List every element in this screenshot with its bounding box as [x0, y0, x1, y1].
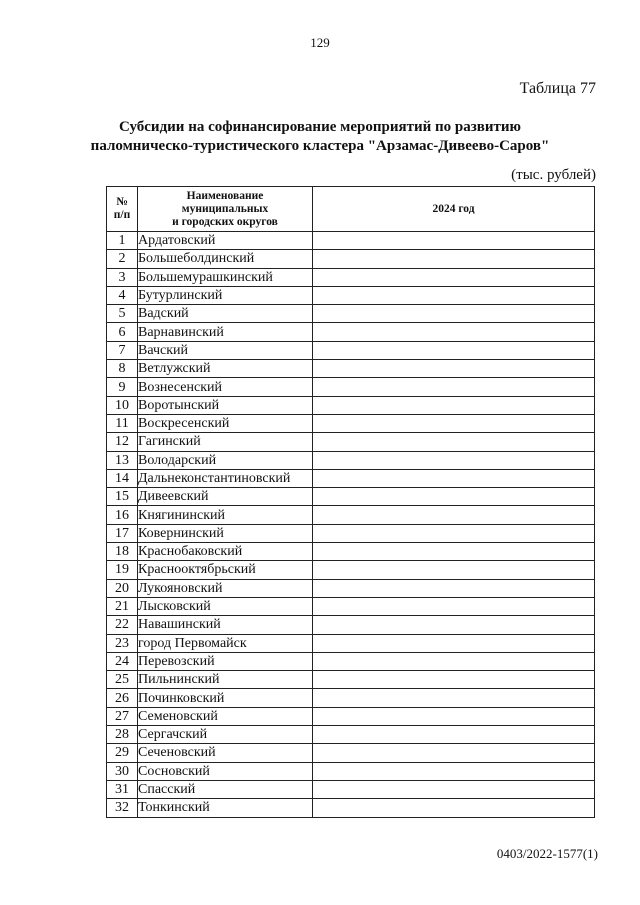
- municipality-name: Бутурлинский: [138, 286, 313, 304]
- value-2024: [313, 762, 595, 780]
- value-2024: [313, 305, 595, 323]
- table-row: [107, 543, 595, 561]
- municipality-name: Краснооктябрьский: [138, 561, 313, 579]
- value-2024: [313, 414, 595, 432]
- table-row: [107, 597, 595, 615]
- row-number: 18: [107, 543, 138, 561]
- header-year: 2024 год: [313, 187, 595, 232]
- municipality-name: Тонкинский: [138, 799, 313, 817]
- header-number-line-1: №: [116, 196, 128, 208]
- value-2024: [313, 671, 595, 689]
- value-2024: [313, 707, 595, 725]
- row-number: 10: [107, 396, 138, 414]
- row-number: 24: [107, 652, 138, 670]
- value-2024: [313, 744, 595, 762]
- municipality-name: Вачский: [138, 341, 313, 359]
- row-number: 16: [107, 506, 138, 524]
- value-2024: [313, 378, 595, 396]
- table-row: [107, 286, 595, 304]
- table-row: [107, 305, 595, 323]
- value-2024: [313, 524, 595, 542]
- municipality-name: Вознесенский: [138, 378, 313, 396]
- table-row: [107, 561, 595, 579]
- value-2024: [313, 360, 595, 378]
- table-row: [107, 579, 595, 597]
- value-2024: [313, 780, 595, 798]
- table-row: [107, 323, 595, 341]
- value-2024: [313, 268, 595, 286]
- row-number: 20: [107, 579, 138, 597]
- table-row: [107, 689, 595, 707]
- municipality-name: Пильнинский: [138, 671, 313, 689]
- header-number: [107, 187, 138, 232]
- table-row: [107, 250, 595, 268]
- table-row: [107, 378, 595, 396]
- row-number: 6: [107, 323, 138, 341]
- municipality-name: Большеболдинский: [138, 250, 313, 268]
- row-number: 2: [107, 250, 138, 268]
- value-2024: [313, 543, 595, 561]
- title-line-1: Субсидии на софинансирование мероприятий по развитию: [119, 119, 521, 135]
- row-number: 23: [107, 634, 138, 652]
- table-row: [107, 726, 595, 744]
- document-title: [0, 118, 640, 156]
- row-number: 17: [107, 524, 138, 542]
- table-row: [107, 671, 595, 689]
- row-number: 4: [107, 286, 138, 304]
- municipality-name: Ардатовский: [138, 232, 313, 250]
- table-row: [107, 780, 595, 798]
- row-number: 15: [107, 488, 138, 506]
- row-number: 9: [107, 378, 138, 396]
- row-number: 13: [107, 451, 138, 469]
- value-2024: [313, 726, 595, 744]
- value-2024: [313, 561, 595, 579]
- title-line-2: паломническо-туристического кластера "Арзамас-Дивеево-Саров": [90, 138, 550, 154]
- value-2024: [313, 488, 595, 506]
- table-row: [107, 524, 595, 542]
- municipality-name: Варнавинский: [138, 323, 313, 341]
- table-header-row: [107, 187, 595, 232]
- municipality-name: Сосновский: [138, 762, 313, 780]
- municipality-name: Большемурашкинский: [138, 268, 313, 286]
- value-2024: [313, 616, 595, 634]
- municipality-name: Гагинский: [138, 433, 313, 451]
- municipality-name: Ветлужский: [138, 360, 313, 378]
- table-row: [107, 799, 595, 817]
- row-number: 3: [107, 268, 138, 286]
- header-municipality-line-2: муниципальных: [181, 202, 269, 215]
- header-municipality-line-1: Наименование: [186, 189, 264, 202]
- municipality-name: Краснобаковский: [138, 543, 313, 561]
- row-number: 7: [107, 341, 138, 359]
- municipality-name: Лукояновский: [138, 579, 313, 597]
- value-2024: [313, 286, 595, 304]
- table-row: [107, 414, 595, 432]
- row-number: 12: [107, 433, 138, 451]
- row-number: 31: [107, 780, 138, 798]
- value-2024: [313, 451, 595, 469]
- row-number: 22: [107, 616, 138, 634]
- table-row: [107, 488, 595, 506]
- table-row: [107, 341, 595, 359]
- row-number: 21: [107, 597, 138, 615]
- municipality-name: Воротынский: [138, 396, 313, 414]
- row-number: 11: [107, 414, 138, 432]
- value-2024: [313, 579, 595, 597]
- row-number: 8: [107, 360, 138, 378]
- municipality-name: Вадский: [138, 305, 313, 323]
- table-row: [107, 469, 595, 487]
- value-2024: [313, 469, 595, 487]
- row-number: 30: [107, 762, 138, 780]
- municipality-name: Сеченовский: [138, 744, 313, 762]
- row-number: 29: [107, 744, 138, 762]
- units-note: (тыс. рублей): [511, 167, 596, 183]
- municipality-name: Воскресенский: [138, 414, 313, 432]
- table-row: [107, 652, 595, 670]
- row-number: 14: [107, 469, 138, 487]
- table-label: Таблица 77: [519, 80, 596, 97]
- municipality-name: Дальнеконстантиновский: [138, 469, 313, 487]
- table-row: [107, 232, 595, 250]
- municipality-name: Перевозский: [138, 652, 313, 670]
- municipality-name: Дивеевский: [138, 488, 313, 506]
- municipality-name: Сергачский: [138, 726, 313, 744]
- row-number: 5: [107, 305, 138, 323]
- municipality-name: Ковернинский: [138, 524, 313, 542]
- municipality-name: Спасский: [138, 780, 313, 798]
- table-row: [107, 762, 595, 780]
- value-2024: [313, 799, 595, 817]
- municipality-name: город Первомайск: [138, 634, 313, 652]
- table-row: [107, 433, 595, 451]
- value-2024: [313, 634, 595, 652]
- municipality-name: Володарский: [138, 451, 313, 469]
- table-row: [107, 634, 595, 652]
- value-2024: [313, 433, 595, 451]
- value-2024: [313, 250, 595, 268]
- value-2024: [313, 506, 595, 524]
- table-row: [107, 451, 595, 469]
- header-number-line-2: п/п: [113, 209, 131, 221]
- row-number: 32: [107, 799, 138, 817]
- row-number: 25: [107, 671, 138, 689]
- municipality-name: Починковский: [138, 689, 313, 707]
- document-code: 0403/2022-1577(1): [496, 846, 598, 861]
- value-2024: [313, 396, 595, 414]
- row-number: 27: [107, 707, 138, 725]
- value-2024: [313, 341, 595, 359]
- table-row: [107, 707, 595, 725]
- header-municipality: [138, 187, 313, 232]
- row-number: 26: [107, 689, 138, 707]
- value-2024: [313, 323, 595, 341]
- table-row: [107, 744, 595, 762]
- municipality-name: Семеновский: [138, 707, 313, 725]
- table-row: [107, 268, 595, 286]
- value-2024: [313, 652, 595, 670]
- value-2024: [313, 232, 595, 250]
- table-row: [107, 616, 595, 634]
- municipality-name: Княгининский: [138, 506, 313, 524]
- row-number: 1: [107, 232, 138, 250]
- municipality-name: Навашинский: [138, 616, 313, 634]
- table-row: [107, 506, 595, 524]
- row-number: 19: [107, 561, 138, 579]
- value-2024: [313, 597, 595, 615]
- subsidy-table: [106, 186, 595, 818]
- header-municipality-line-3: и городских округов: [172, 215, 278, 228]
- page-number: 129: [310, 35, 330, 50]
- row-number: 28: [107, 726, 138, 744]
- table-row: [107, 396, 595, 414]
- municipality-name: Лысковский: [138, 597, 313, 615]
- table-row: [107, 360, 595, 378]
- value-2024: [313, 689, 595, 707]
